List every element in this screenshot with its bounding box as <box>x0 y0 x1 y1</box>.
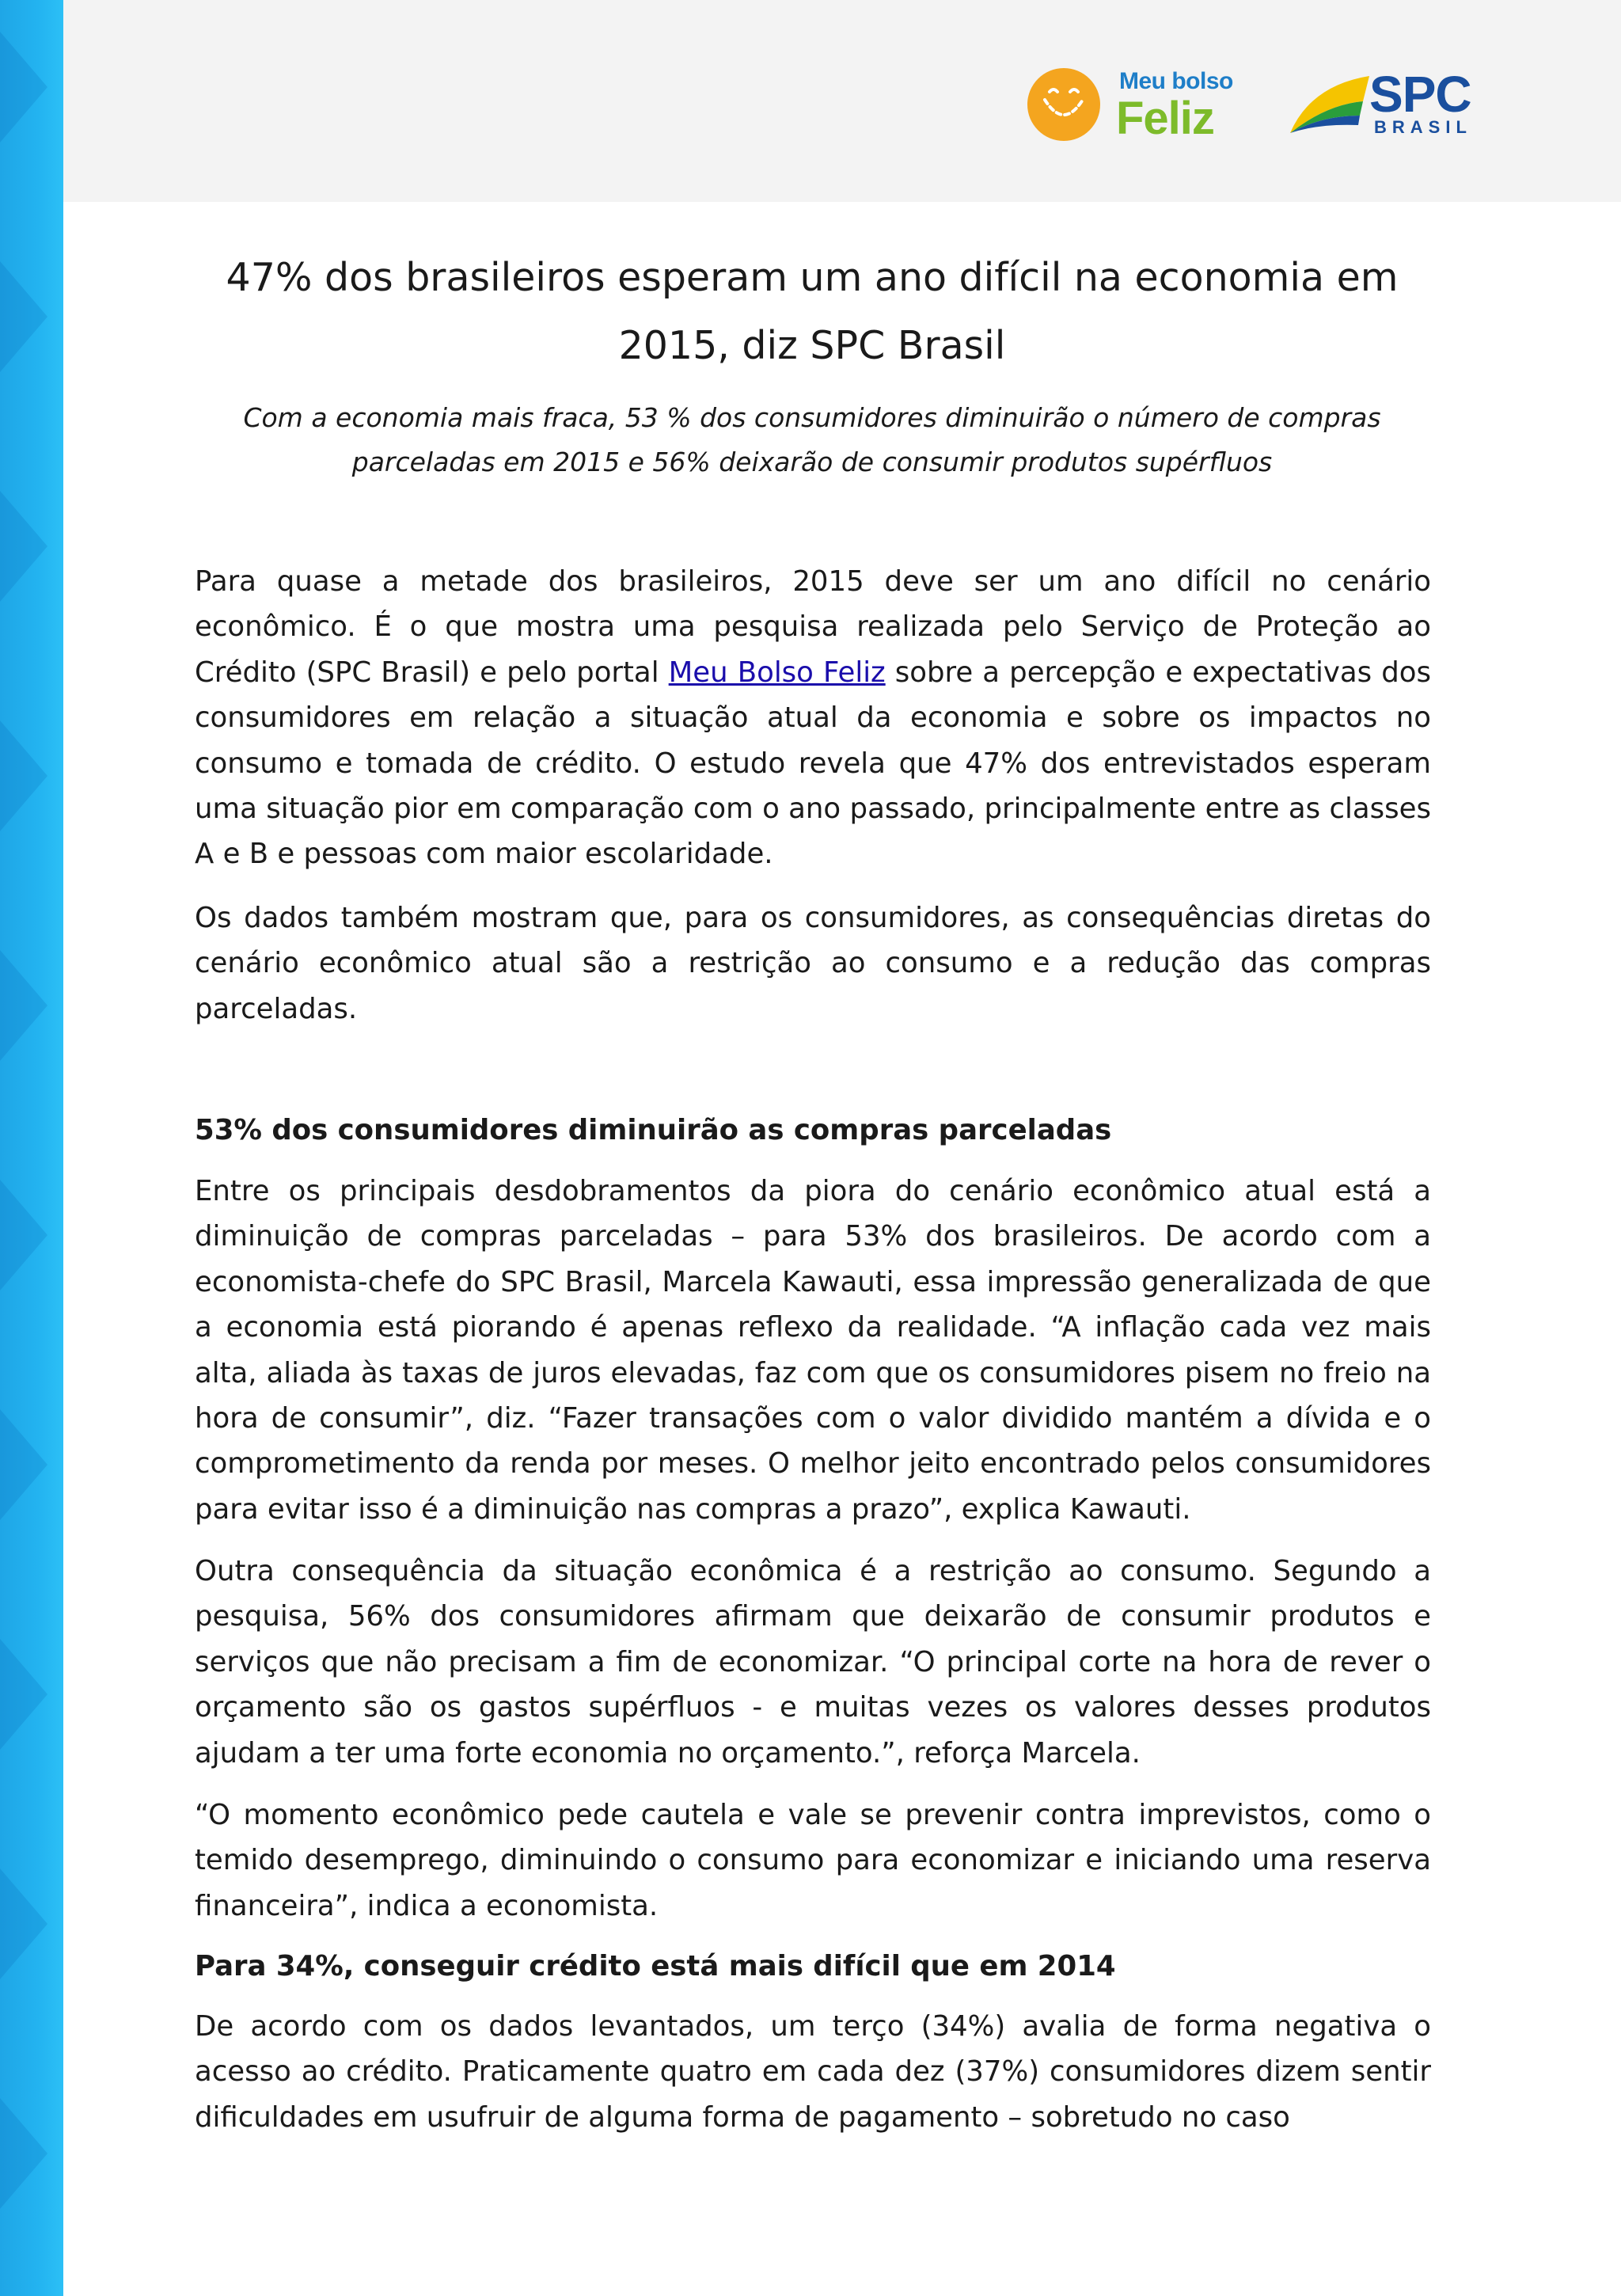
article-title: 47% dos brasileiros esperam um ano difícil na economia em 2015, diz SPC Brasil <box>226 255 1399 368</box>
paragraph-momento-economico: “O momento econômico pede cautela e vale se prevenir contra imprevistos, como o temido desemprego, diminuindo o consumo para economizar e iniciando uma reserva financeira”, indica a economista. <box>195 1799 1431 1922</box>
stripe-chevron <box>0 720 47 831</box>
paragraph-credito: De acordo com os dados levantados, um terço (34%) avalia de forma negativa o acesso ao crédito. Praticamente quatro em cada dez (37%) consumidores dizem sentir dificuldades em usufruir de alguma forma de pagamento – sobretudo no caso <box>195 2010 1431 2134</box>
spc-swoosh-icon <box>1287 70 1374 141</box>
stripe-chevron <box>0 950 47 1061</box>
stripe-chevron <box>0 491 47 602</box>
meu-bolso-logo-text: Meu bolso <box>1119 68 1233 94</box>
paragraph-intro-text: Para quase a metade dos brasileiros, 2015 deve ser um ano difícil no cenário econômico. É o que mostra uma pesquisa realizada pelo Serviço de Proteção ao Crédito (SPC Brasil) e pelo portal <box>195 565 1431 689</box>
section-heading-credito: Para 34%, conseguir crédito está mais difícil que em 2014 <box>195 1950 1116 1982</box>
brasil-logo-text: BRASIL <box>1374 117 1472 137</box>
smiley-icon <box>1027 68 1100 141</box>
stripe-chevron <box>0 1180 47 1291</box>
stripe-chevron <box>0 1409 47 1520</box>
article-subtitle: Com a economia mais fraca, 53 % dos consumidores diminuirão o número de compras parceladas em 2015 e 56% deixarão de consumir produtos supérfluos <box>243 402 1381 477</box>
meu-bolso-feliz-link[interactable]: Meu Bolso Feliz <box>668 656 886 689</box>
stripe-chevron <box>0 32 47 143</box>
paragraph-intro-text-cont: sobre a percepção e expectativas dos consumidores em relação a situação atual da economia e sobre os impactos no consumo e tomada de crédito. O estudo revela que 47% dos entrevistados esperam uma situação pior em comparação com o ano passado, principalmente entre as classes A e B e pessoas com maior escolaridade. <box>195 656 1431 871</box>
paragraph-intro <box>195 559 1431 877</box>
stripe-chevron <box>0 261 47 372</box>
paragraph-restricao-consumo: Outra consequência da situação econômica é a restrição ao consumo. Segundo a pesquisa, 56% dos consumidores afirmam que deixarão de consumir produtos e serviços que não precisam a fim de economizar. “O principal corte na hora de rever o orçamento são os gastos supérfluos - e muitas vezes os valores desses produtos ajudam a ter uma forte economia no orçamento.”, reforça Marcela. <box>195 1555 1431 1770</box>
stripe-chevron <box>0 1868 47 1979</box>
stripe-chevron <box>0 2098 47 2209</box>
feliz-logo-text: Feliz <box>1116 93 1214 144</box>
stripe-chevron <box>0 1639 47 1750</box>
paragraph-consequences: Os dados também mostram que, para os consumidores, as consequências diretas do cenário econômico atual são a restrição ao consumo e a redução das compras parceladas. <box>195 902 1431 1025</box>
spc-brasil-logo <box>1287 66 1477 141</box>
side-decoration-stripe <box>0 0 63 2296</box>
spc-logo-text: SPC <box>1369 66 1471 123</box>
section-heading-compras-parceladas: 53% dos consumidores diminuirão as compras parceladas <box>195 1114 1112 1146</box>
meu-bolso-feliz-logo <box>1027 65 1241 144</box>
paragraph-compras-parceladas: Entre os principais desdobramentos da piora do cenário econômico atual está a diminuição de compras parceladas – para 53% dos brasileiros. De acordo com a economista-chefe do SPC Brasil, Marcela Kawauti, essa impressão generalizada de que a economia está piorando é apenas reflexo da realidade. “A inflação cada vez mais alta, aliada às taxas de juros elevadas, faz com que os consumidores pisem no freio na hora de consumir”, diz. “Fazer transações com o valor dividido mantém a dívida e o comprometimento da renda por meses. O melhor jeito encontrado pelos consumidores para evitar isso é a diminuição nas compras a prazo”, explica Kawauti. <box>195 1175 1431 1526</box>
